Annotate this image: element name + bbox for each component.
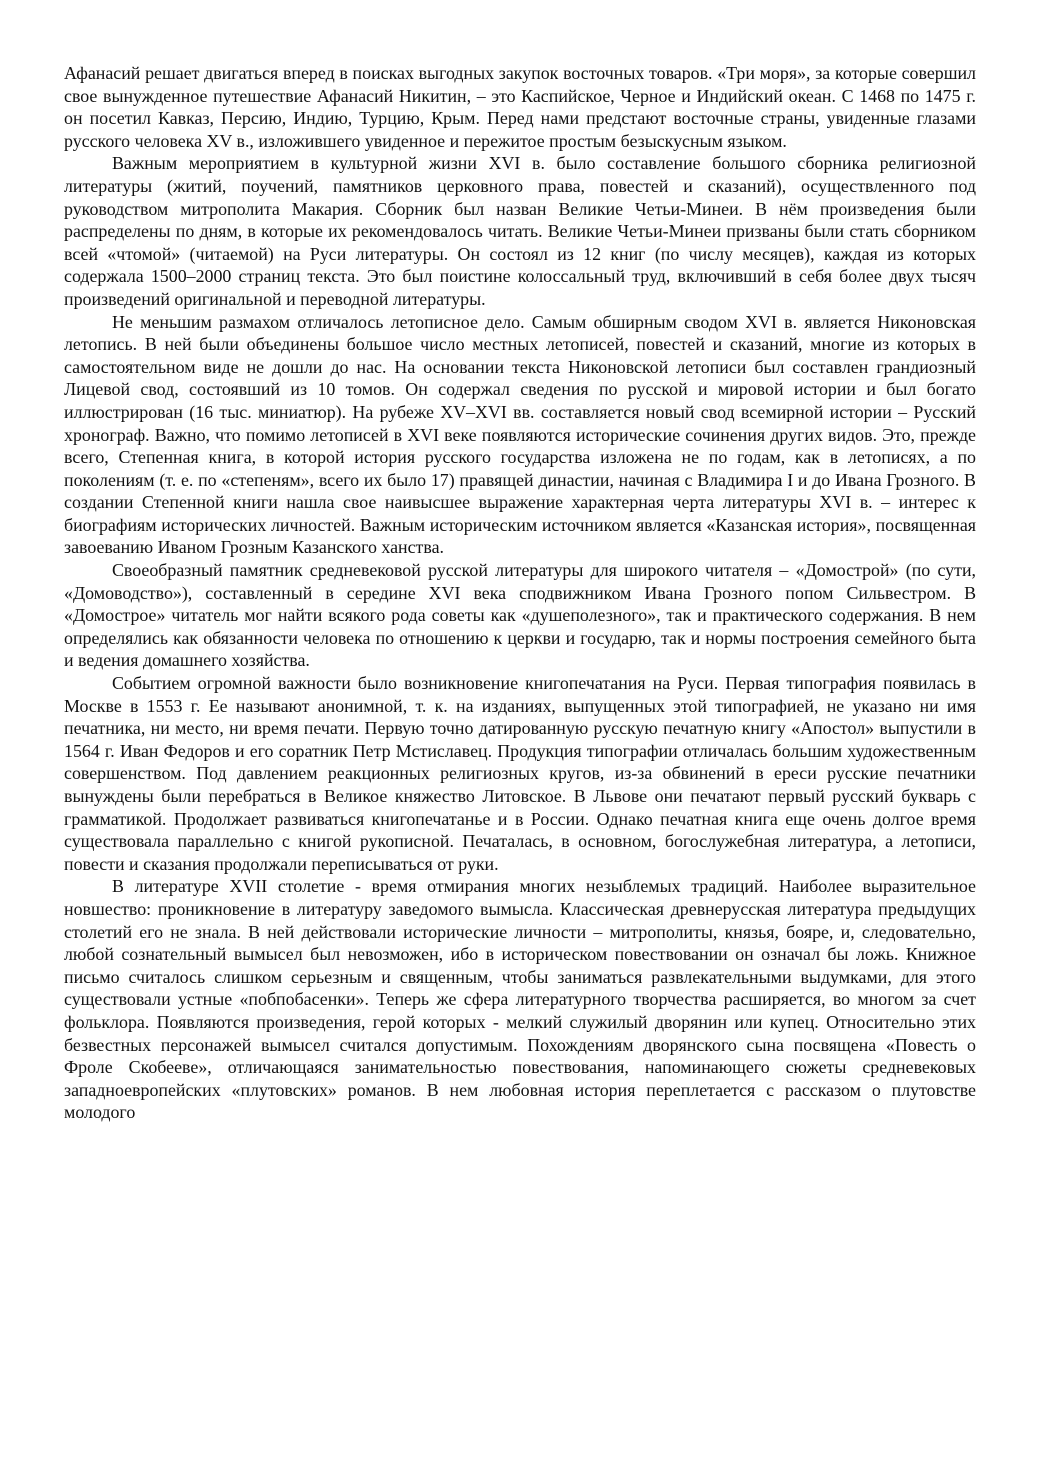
paragraph-chronicles: Не меньшим размахом отличалось летописное дело. Самым обширным сводом XVI в. является Никоновская летопись. В ней были объединены большое число местных летописей, повестей и сказаний, многие из которых в самостоятельном виде не дошли до нас. На основании текста Никоновской летописи был составлен грандиозный Лицевой свод, состоявший из 10 томов. Он содержал сведения по русской и мировой истории и был богато иллюстрирован (16 тыс. миниатюр). На рубеже XV–XVI вв. составляется новый свод всемирной истории – Русский хронограф. Важно, что помимо летописей в XVI веке появляются исторические сочинения других видов. Это, прежде всего, Степенная книга, в которой история русского государства изложена не по годам, как в летописях, а по поколениям (т. е. по «степеням», всего их было 17) правящей династии, начиная с Владимира I и до Ивана Грозного. В создании Степенной книги нашла свое наивысшее выражение характерная черта литературы XVI в. – интерес к биографиям исторических личностей. Важным историческим источником является «Казанская история», посвященная завоеванию Иваном Грозным Казанского ханства. xyxy=(64,311,976,558)
paragraph-book-printing: Событием огромной важности было возникновение книгопечатания на Руси. Первая типография появилась в Москве в 1553 г. Ее называют анонимной, т. к. на изданиях, выпущенных этой типографией, не указано ни имя печатника, ни место, ни время печати. Первую точно датированную русскую печатную книгу «Апостол» выпустили в 1564 г. Иван Федоров и его соратник Петр Мстиславец. Продукция типографии отличалась большим художественным совершенством. Под давлением реакционных религиозных кругов, из-за обвинений в ереси русские печатники вынуждены были перебраться в Великое княжество Литовское. В Львове они печатают первый русский букварь с грамматикой. Продолжает развиваться книгопечатанье и в России. Однако печатная книга еще очень долгое время существовала параллельно с книгой рукописной. Печаталась, в основном, богослужебная литература, а летописи, повести и сказания продолжали переписываться от руки. xyxy=(64,673,976,874)
paragraph-17th-century-literature: В литературе XVII столетие - время отмирания многих незыблемых традиций. Наиболее выразительное новшество: проникновение в литературу заведомого вымысла. Классическая древнерусская литература предыдущих столетий его не знала. В ней действовали исторические личности – митрополиты, князья, бояре, и, следовательно, любой сознательный вымысел был невозможен, ибо в историческом повествовании он означал бы ложь. Книжное письмо считалось слишком серьезным и священным, чтобы заниматься развлекательными выдумками, для этого существовали устные «побпобасенки». Теперь же сфера литературного творчества расширяется, во многом за счет фольклора. Появляются произведения, герой которых - мелкий служилый дворянин или купец. Относительно этих безвестных персонажей вымысел считался допустимым. Похождениям дворянского сына посвящена «Повесть о Фроле Скобееве», отличающаяся занимательностью повествования, напоминающего сюжеты средневековых западноевропейских «плутовских» романов. В нем любовная история переплетается с рассказом о плутовстве молодого xyxy=(64,876,976,1123)
paragraph-domostroy: Своеобразный памятник средневековой русской литературы для широкого читателя – «Домострой» (по сути, «Домоводство»), составленный в середине XVI века сподвижником Ивана Грозного попом Сильвестром. В «Домострое» читатель мог найти всякого рода советы как «душеполезного», так и практического содержания. В нем определялись как обязанности человека по отношению к церкви и государю, так и нормы построения семейного быта и ведения домашнего хозяйства. xyxy=(64,560,976,671)
document-page xyxy=(64,62,976,1124)
paragraph-nikitin-continuation: Афанасий решает двигаться вперед в поисках выгодных закупок восточных товаров. «Три моря», за которые совершил свое вынужденное путешествие Афанасий Никитин, – это Каспийское, Черное и Индийский океан. С 1468 по 1475 г. он посетил Кавказ, Персию, Индию, Турцию, Крым. Перед нами предстают восточные страны, увиденные глазами русского человека XV в., изложившего увиденное и пережитое простым безыскусным языком. xyxy=(64,63,976,151)
paragraph-chetyi-minei: Важным мероприятием в культурной жизни XVI в. было составление большого сборника религиозной литературы (житий, поучений, памятников церковного права, повестей и сказаний), осуществленного под руководством митрополита Макария. Сборник был назван Великие Четьи-Минеи. В нём произведения были распределены по дням, в которые их рекомендовалось читать. Великие Четьи-Минеи призваны были стать сборником всей «чтомой» (читаемой) на Руси литературы. Он состоял из 12 книг (по числу месяцев), каждая из которых содержала 1500–2000 страниц текста. Это был поистине колоссальный труд, включивший в себя более двух тысяч произведений оригинальной и переводной литературы. xyxy=(64,153,976,309)
